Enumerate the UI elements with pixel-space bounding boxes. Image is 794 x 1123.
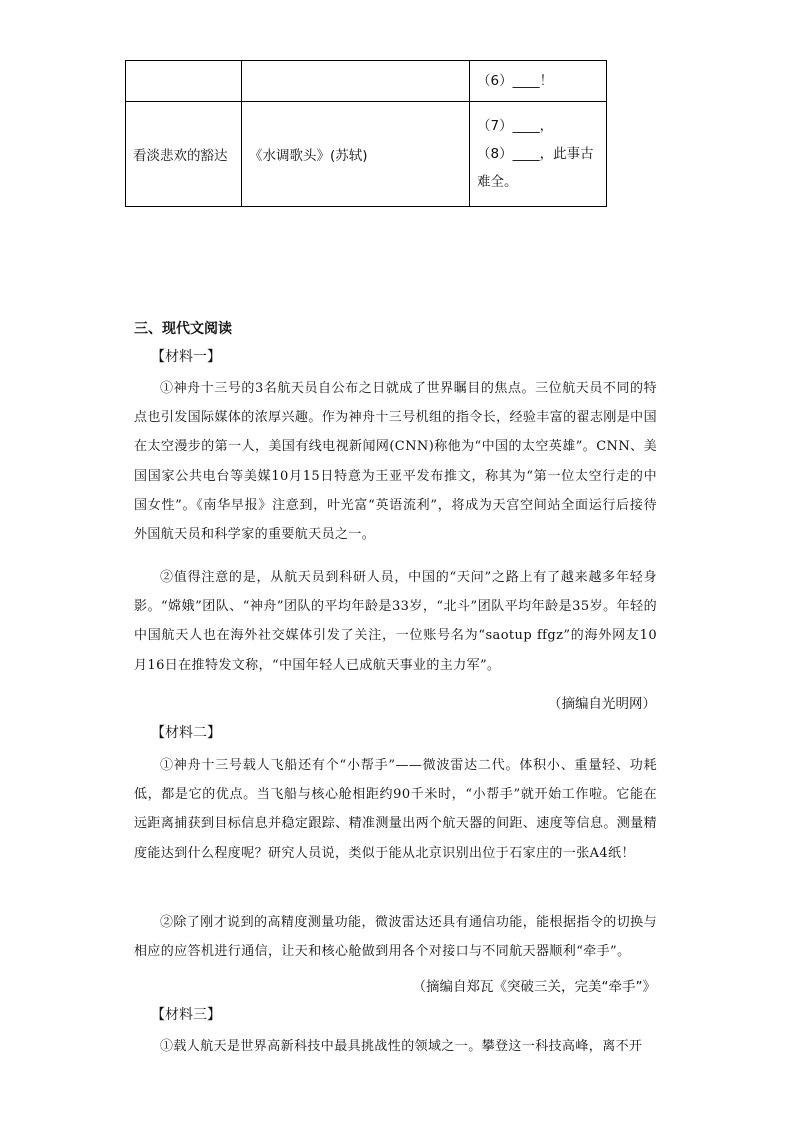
material-1-source: （摘编自光明网） [548, 696, 656, 712]
blank-7-line: （7）____， [477, 118, 554, 134]
table-cell-theme: 看淡悲欢的豁达 [126, 102, 242, 207]
table-row [126, 102, 607, 207]
table-cell-title [242, 61, 470, 102]
blank-8-continuation: 难全。 [477, 174, 518, 190]
table-cell-theme [126, 61, 242, 102]
material-1-paragraph-1: ①神舟十三号的3名航天员自公布之日就成了世界瞩目的焦点。三位航天员不同的特点也引发国际媒体的浓厚兴趣。作为神舟十三号机组的指令长，经验丰富的翟志刚是中国在太空漫步的第一人，美国有线电视新闻网(CNN)称他为“中国的太空英雄”。CNN、美国国家公共电台等美媒10月15日特意为王亚平发布推文，称其为“第一位太空行走的中国女性”。《南华早报》注意到，叶光富“英语流利”，将成为天宫空间站全面运行后接待外国航天员和科学家的重要航天员之一。 [134, 381, 657, 543]
table-cell-blanks-7-8 [470, 102, 607, 207]
table-row [126, 61, 607, 102]
material-2-paragraph-1: ①神舟十三号载人飞船还有个“小帮手”——微波雷达二代。体积小、重量轻、功耗低，都是它的优点。当飞船与核心舱相距约90千米时，“小帮手”就开始工作啦。它能在远距离捕获到目标信息并稳定跟踪、精准测量出两个航天器的间距、速度等信息。测量精度能达到什么程度呢？研究人员说，类似于能从北京识别出位于石家庄的一张A4纸！ [134, 758, 657, 861]
material-3-heading: 【材料三】 [151, 1007, 221, 1023]
blank-8-line: （8）____，此事古 [477, 146, 594, 162]
material-1-heading: 【材料一】 [151, 349, 221, 365]
section-heading: 三、现代文阅读 [134, 321, 232, 337]
material-2-paragraph-2: ②除了刚才说到的高精度测量功能，微波雷达还具有通信功能，能根据指令的切换与相应的应答机进行通信，让天和核心舱做到用各个对接口与不同航天器顺利“牵手”。 [134, 915, 657, 960]
table-cell-title: 《水调歌头》(苏轼) [242, 102, 470, 207]
material-2-source: （摘编自郑瓦《突破三关，完美“牵手”》 [412, 979, 656, 995]
poem-table [125, 60, 607, 207]
material-2-heading: 【材料二】 [151, 725, 221, 741]
material-1-paragraph-2: ②值得注意的是，从航天员到科研人员，中国的“天问”之路上有了越来越多年轻身影。“嫦娥”团队、“神舟”团队的平均年龄是33岁，“北斗”团队平均年龄是35岁。年轻的中国航天人也在海外社交媒体引发了关注，一位账号名为“saotup ffgz”的海外网友10月16日在推特发文称，“中国年轻人已成航天事业的主力军”。 [134, 570, 657, 673]
table-cell-blank-6: （6）____！ [470, 61, 607, 102]
material-3-paragraph-1: ①载人航天是世界高新科技中最具挑战性的领域之一。攀登这一科技高峰，离不开 [160, 1039, 643, 1054]
